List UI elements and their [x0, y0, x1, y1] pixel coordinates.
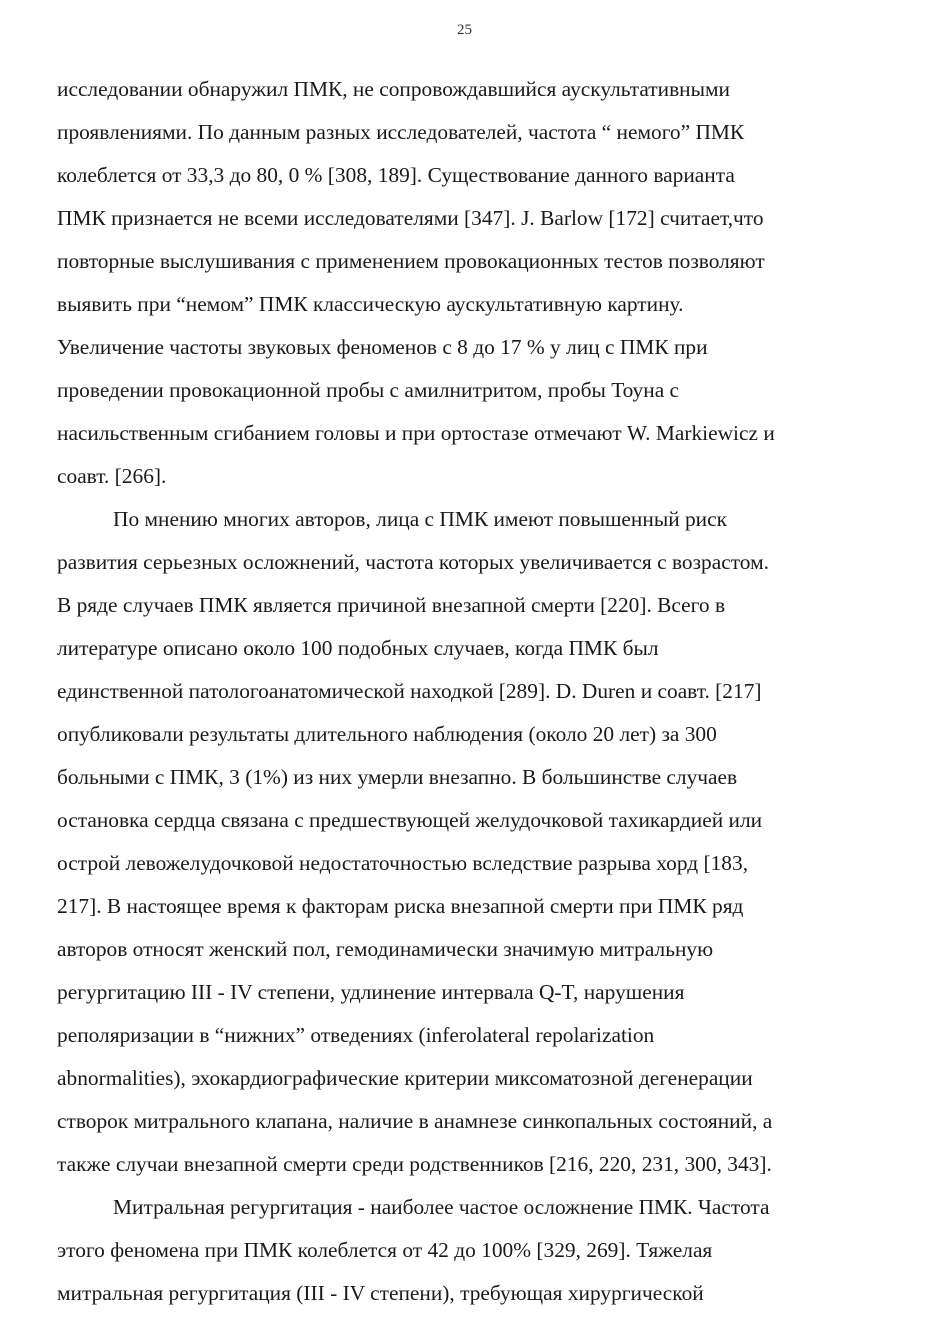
- text-line: соавт. [266].: [57, 464, 167, 488]
- text-line: авторов относят женский пол, гемодинамически значимую митральную: [57, 937, 714, 961]
- text-line: острой левожелудочковой недостаточностью вследствие разрыва хорд [183,: [57, 851, 749, 875]
- text-line: опубликовали результаты длительного наблюдения (около 20 лет) за 300: [57, 722, 717, 746]
- paragraph-1: [57, 68, 879, 498]
- text-line: 217]. В настоящее время к факторам риска внезапной смерти при ПМК ряд: [57, 894, 744, 918]
- text-line: литературе описано около 100 подобных случаев, когда ПМК был: [57, 636, 659, 660]
- text-line: выявить при “немом” ПМК классическую аускультативную картину.: [57, 292, 684, 316]
- paragraph-2: [57, 498, 879, 1186]
- text-line: повторные выслушивания с применением провокационных тестов позволяют: [57, 249, 765, 273]
- text-line: реполяризации в “нижних” отведениях (inferolateral repolarization: [57, 1023, 655, 1047]
- page-number: 25: [457, 22, 472, 38]
- text-line: этого феномена при ПМК колеблется от 42 до 100% [329, 269]. Тяжелая: [57, 1238, 713, 1262]
- text-line: регургитацию III - IV степени, удлинение интервала Q-T, нарушения: [57, 980, 685, 1004]
- text-line: abnormalities), эхокардиографические критерии миксоматозной дегенерации: [57, 1066, 753, 1090]
- text-line: исследовании обнаружил ПМК, не сопровождавшийся аускультативными: [57, 77, 730, 101]
- text-line: ПМК признается не всеми исследователями [347]. J. Barlow [172] считает,что: [57, 206, 764, 230]
- text-line: остановка сердца связана с предшествующей желудочковой тахикардией или: [57, 808, 763, 832]
- text-line: Митральная регургитация - наиболее частое осложнение ПМК. Частота: [113, 1195, 770, 1219]
- text-line: развития серьезных осложнений, частота которых увеличивается с возрастом.: [57, 550, 769, 574]
- text-line: В ряде случаев ПМК является причиной внезапной смерти [220]. Всего в: [57, 593, 726, 617]
- text-line: Увеличение частоты звуковых феноменов с 8 до 17 % у лиц с ПМК при: [57, 335, 708, 359]
- text-line: створок митрального клапана, наличие в анамнезе синкопальных состояний, а: [57, 1109, 773, 1133]
- text-line: колеблется от 33,3 до 80, 0 % [308, 189]. Существование данного варианта: [57, 163, 735, 187]
- paragraph-3: [57, 1186, 879, 1315]
- text-line: больными с ПМК, 3 (1%) из них умерли внезапно. В большинстве случаев: [57, 765, 738, 789]
- document-body: [57, 68, 879, 1315]
- text-line: проявлениями. По данным разных исследователей, частота “ немого” ПМК: [57, 120, 745, 144]
- text-line: проведении провокационной пробы с амилнитритом, пробы Тоуна с: [57, 378, 680, 402]
- text-line: также случаи внезапной смерти среди родственников [216, 220, 231, 300, 343].: [57, 1152, 772, 1176]
- text-line: По мнению многих авторов, лица с ПМК имеют повышенный риск: [113, 507, 728, 531]
- text-line: насильственным сгибанием головы и при ортостазе отмечают W. Markiewicz и: [57, 421, 775, 445]
- text-line: единственной патологоанатомической находкой [289]. D. Duren и соавт. [217]: [57, 679, 762, 703]
- text-line: митральная регургитация (III - IV степени), требующая хирургической: [57, 1281, 704, 1305]
